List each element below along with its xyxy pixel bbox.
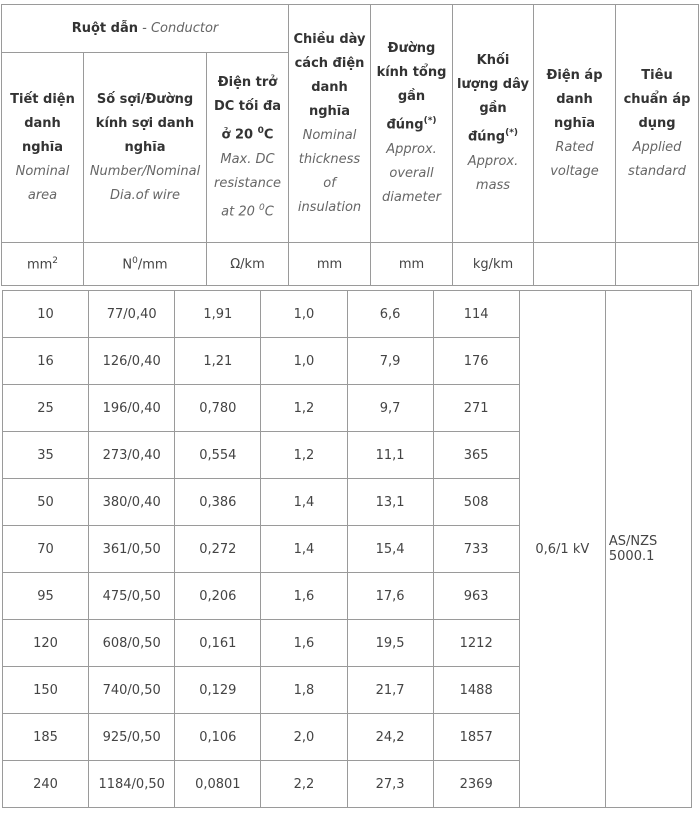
table-cell: 95 [3,573,89,620]
table-cell: 17,6 [347,573,433,620]
units-row [2,243,699,286]
table-cell: 35 [3,432,89,479]
table-cell: 6,6 [347,291,433,338]
table-cell: 1,4 [261,526,347,573]
table-cell: 1,4 [261,479,347,526]
unit [616,243,699,286]
table-cell: 70 [3,526,89,573]
table-cell: 120 [3,620,89,667]
table-cell: 185 [3,714,89,761]
unit: $mm^2$ [2,243,84,286]
table-cell: 240 [3,761,89,808]
applied-standard-cell: AS/NZS 5000.1 [605,291,691,808]
table-cell: 0,161 [175,620,261,667]
table-cell: 1,2 [261,385,347,432]
table-cell: 1,91 [175,291,261,338]
table-cell: 126/0,40 [89,338,175,385]
table-cell: 9,7 [347,385,433,432]
table-cell: 196/0,40 [89,385,175,432]
table-cell: 608/0,50 [89,620,175,667]
table-cell: 273/0,40 [89,432,175,479]
table-cell: 77/0,40 [89,291,175,338]
table-cell: 150 [3,667,89,714]
col-wire-number: Số sợi/Đường kính sợi danh nghĩa Number/Nominal Dia.of wire [84,53,207,243]
table-cell: 0,0801 [175,761,261,808]
table-cell: 1,2 [261,432,347,479]
table-cell: 361/0,50 [89,526,175,573]
table-cell: 114 [433,291,519,338]
table-cell: 0,272 [175,526,261,573]
table-cell: 1212 [433,620,519,667]
table-row [3,291,692,338]
table-cell: 2,0 [261,714,347,761]
table-cell: 7,9 [347,338,433,385]
col-nominal-area: Tiết diện danh nghĩa Nominal area [2,53,84,243]
rated-voltage-cell: 0,6/1 kV [519,291,605,808]
table-cell: 1,6 [261,573,347,620]
table-cell: 2,2 [261,761,347,808]
table-cell: 1,8 [261,667,347,714]
table-cell: 1488 [433,667,519,714]
table-cell: 1,6 [261,620,347,667]
table-cell: 50 [3,479,89,526]
unit: mm [289,243,371,286]
table-cell: 176 [433,338,519,385]
table-cell: 380/0,40 [89,479,175,526]
table-cell: 11,1 [347,432,433,479]
col-overall-diameter: Đường kính tổng gần đúng(*) Approx. overall diameter [371,5,453,243]
table-cell: 0,106 [175,714,261,761]
unit [534,243,616,286]
table-cell: 2369 [433,761,519,808]
table-cell: 740/0,50 [89,667,175,714]
table-cell: 16 [3,338,89,385]
table-cell: 475/0,50 [89,573,175,620]
unit: mm [371,243,453,286]
col-applied-standard: Tiêu chuẩn áp dụng Applied standard [616,5,699,243]
unit: $N^0/mm$ [84,243,207,286]
data-table [2,290,692,808]
table-cell: 0,780 [175,385,261,432]
unit: kg/km [453,243,534,286]
table-cell: 25 [3,385,89,432]
table-cell: 0,554 [175,432,261,479]
conductor-group-header: Ruột dẫn - Conductor [2,5,289,53]
table-cell: 963 [433,573,519,620]
table-cell: 1,21 [175,338,261,385]
unit: Ω/km [207,243,289,286]
header-table [1,4,699,286]
table-cell: 1857 [433,714,519,761]
col-dc-resistance: Điện trở DC tối đa ở 20 $^0$C Max. DC resistance at 20 $^0$C [207,53,289,243]
table-cell: 13,1 [347,479,433,526]
table-cell: 21,7 [347,667,433,714]
table-cell: 508 [433,479,519,526]
table-cell: 0,386 [175,479,261,526]
table-cell: 24,2 [347,714,433,761]
table-cell: 365 [433,432,519,479]
table-cell: 19,5 [347,620,433,667]
table-cell: 0,129 [175,667,261,714]
table-cell: 925/0,50 [89,714,175,761]
col-insulation-thickness: Chiều dày cách điện danh nghĩa Nominal thickness of insulation [289,5,371,243]
table-cell: 10 [3,291,89,338]
table-cell: 0,206 [175,573,261,620]
table-cell: 733 [433,526,519,573]
table-cell: 271 [433,385,519,432]
col-rated-voltage: Điện áp danh nghĩa Rated voltage [534,5,616,243]
col-mass: Khối lượng dây gần đúng(*) Approx. mass [453,5,534,243]
table-cell: 15,4 [347,526,433,573]
table-cell: 1,0 [261,291,347,338]
table-cell: 27,3 [347,761,433,808]
table-cell: 1,0 [261,338,347,385]
table-cell: 1184/0,50 [89,761,175,808]
